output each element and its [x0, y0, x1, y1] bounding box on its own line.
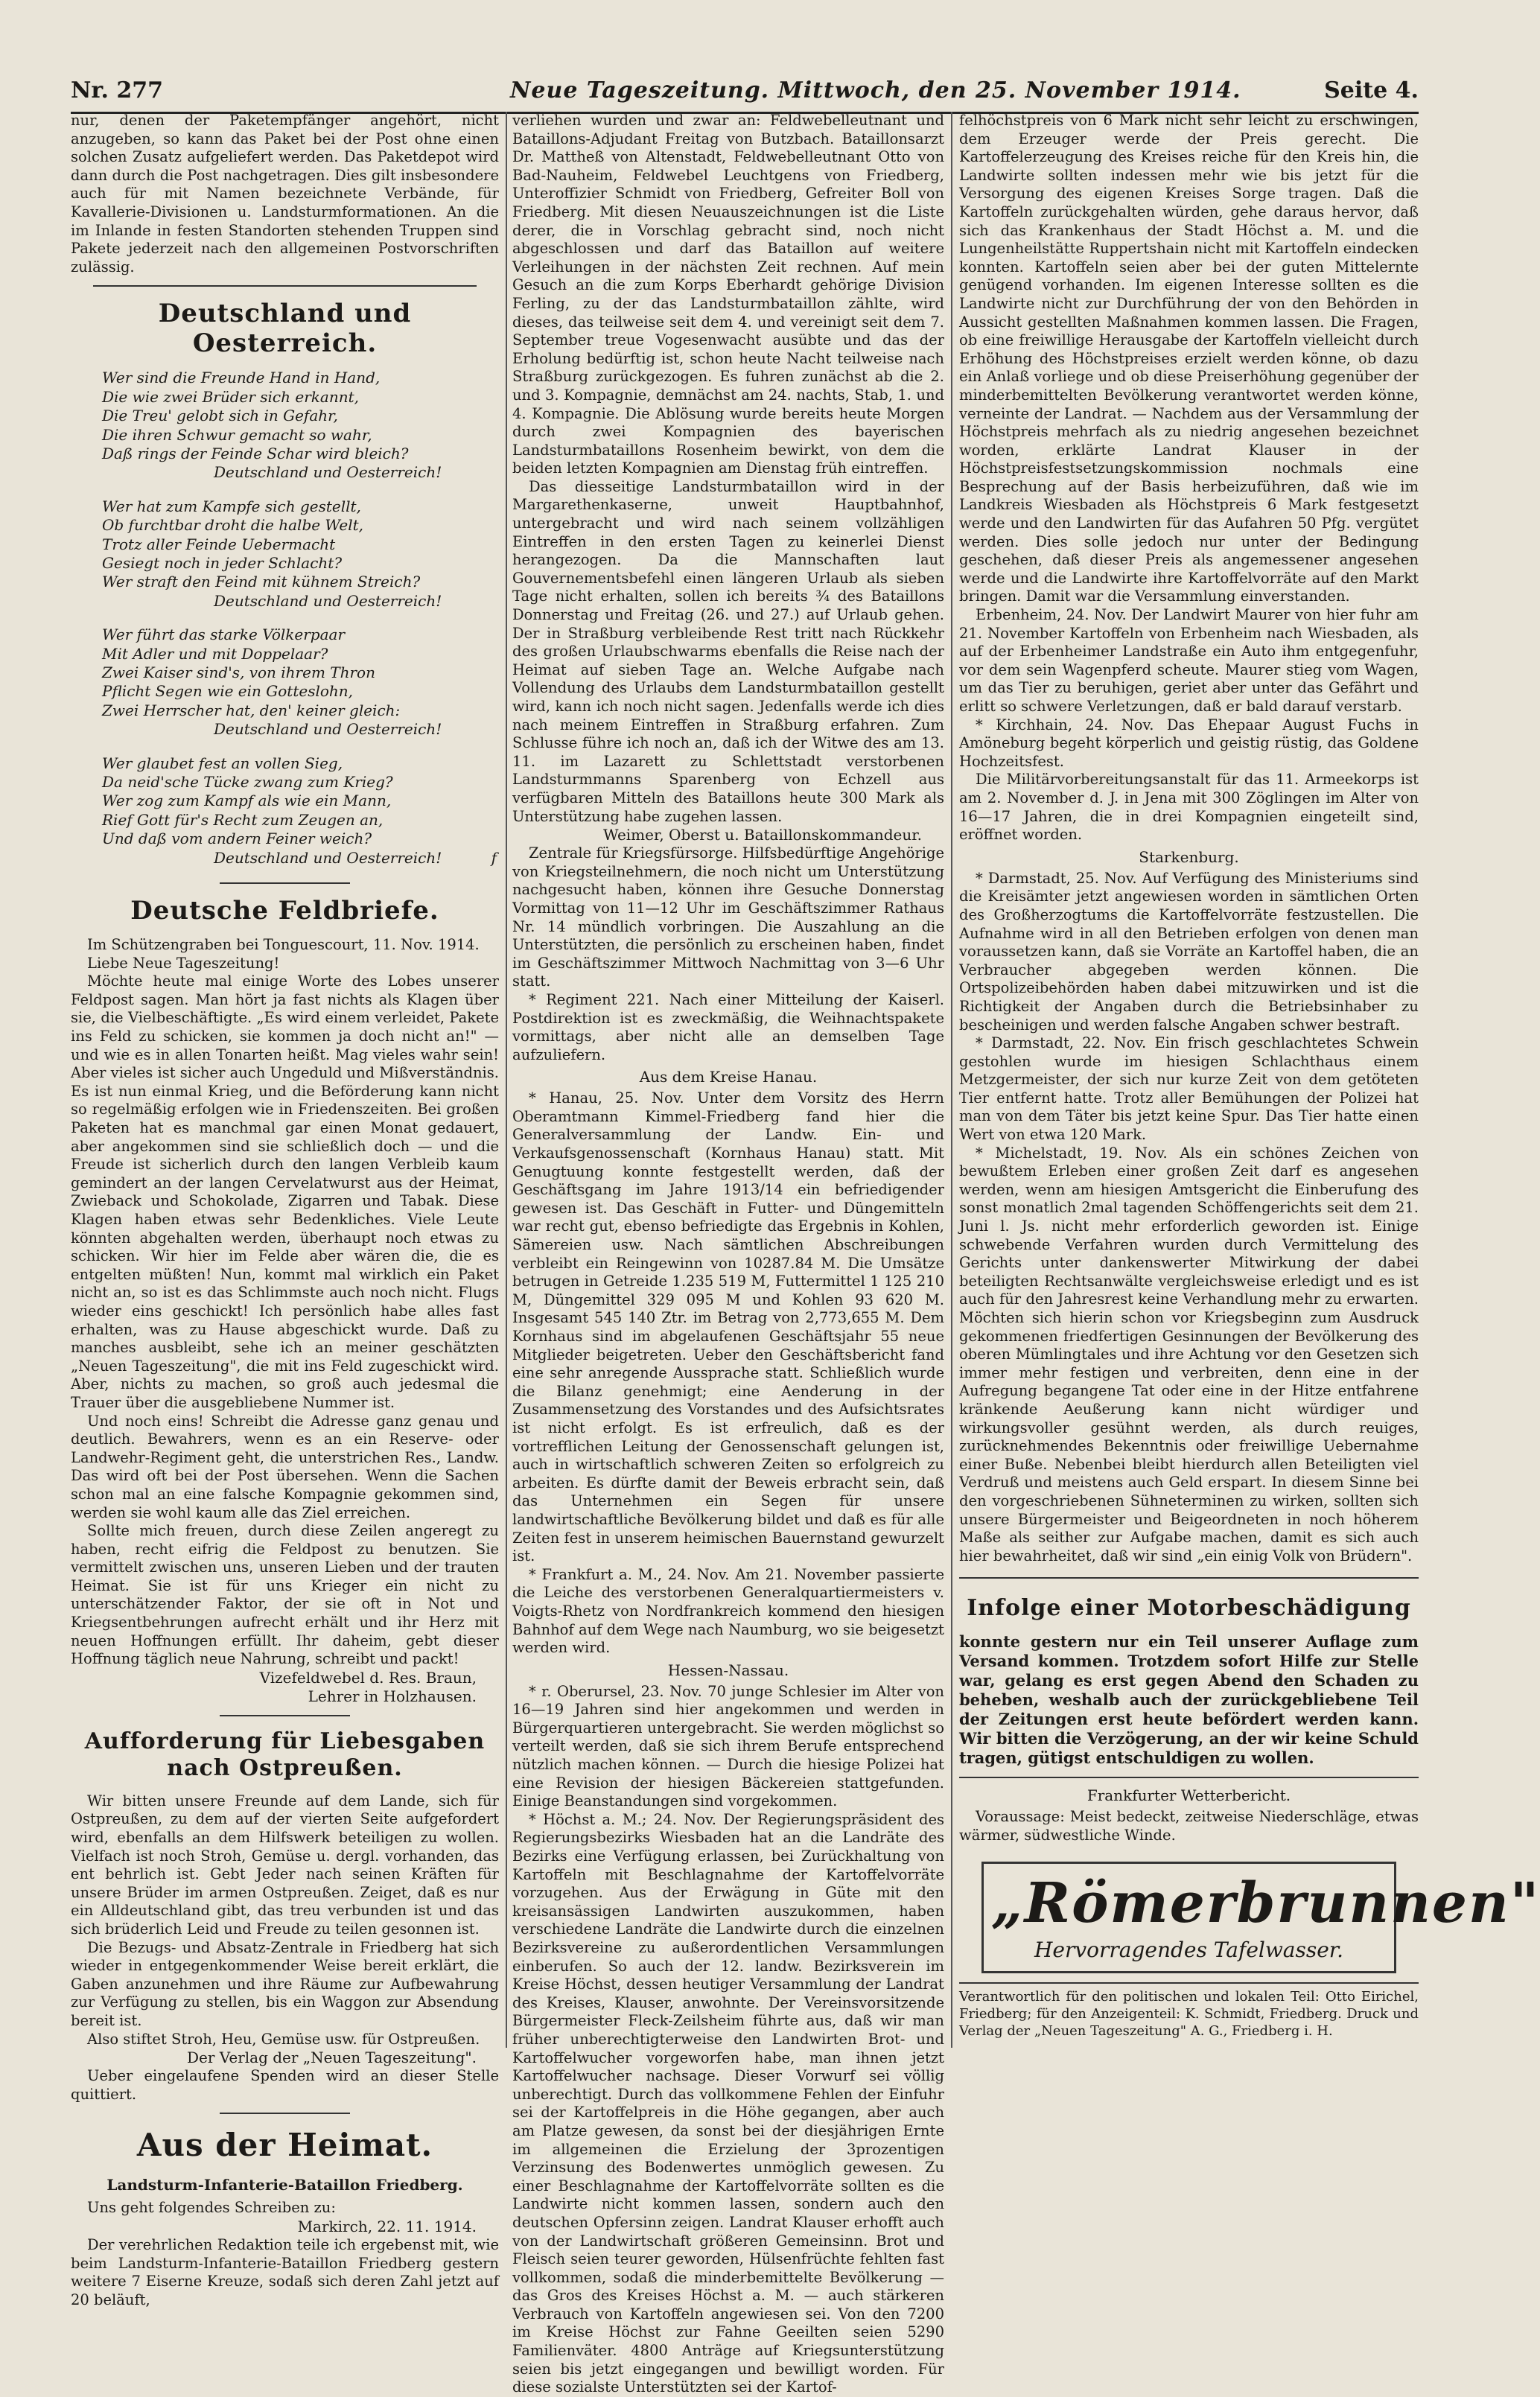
- article-paragraph: * Hanau, 25. Nov. Unter dem Vorsitz des Herrn Oberamtmann Kimmel-Friedberg fand hier die Generalversammlung der Landw. Ein- und Verkaufsgenossenschaft (Kornhaus Hanau) statt. Mit Genugtuung konnte festgestellt werden, daß der Geschäftsgang im Jahre 1913/14 ein befriedigender gewesen ist. Das Geschäft in Futter- und Düngemitteln war recht gut, ebenso befriedigte das Ergebnis in Kohlen, Sämereien usw. Nach sämtlichen Abschreibungen verbleibt ein Reingewinn von 10287.84 M. Die Umsätze betrugen in Getreide 1.235 519 M, Futtermittel 1 125 210 M, Düngemittel 329 095 M und Kohlen 93 620 M. Insgesamt 545 140 Ztr. im Betrag von 2,773,655 M. Dem Kornhaus sind im abgelaufenen Geschäftsjahr 55 neue Mitglieder beigetreten. Ueber den Geschäftsbericht fand eine sehr anregende Aussprache statt. Schließlich wurde die Bilanz genehmigt; eine Aenderung in der Zusammensetzung des Vorstandes und des Aufsichtsrates ist nicht erfolgt. Es ist erfreulich, daß es der vortrefflichen Leitung der Genossenschaft gelungen ist, auch in wirtschaftlich schweren Zeiten so erfolgreich zu arbeiten. Es dürfte damit der Beweis erbracht sein, daß das Unternehmen ein Segen für unsere landwirtschaftliche Bevölkerung bildet und daß es für alle Zeiten fest in unserem heimischen Bauernstand gewurzelt ist.: [512, 1089, 944, 1565]
- notice-box: [959, 1577, 1419, 1778]
- poem-line: Mit Adler und mit Doppelaar?: [102, 644, 328, 663]
- notice-text: konnte gestern nur ein Teil unserer Auflage zum Versand kommen. Trotzdem sofort Hilfe zur Stelle war, gelang es erst gegen Abend den Schaden zu beheben, weshalb auch der zurückgebliebene Teil der Zeitungen erst heute befördert werden kann. Wir bitten die Verzögerung, an der wir keine Schuld tragen, gütigst entschuldigen zu wollen.: [959, 1632, 1419, 1768]
- divider: [220, 882, 350, 884]
- article-paragraph: * r. Oberursel, 23. Nov. 70 junge Schlesier im Alter von 16—19 Jahren sind hier angekommen und werden in Bürgerquartieren untergebracht. Sie werden möglichst so verteilt werden, daß sie sich ihrem Berufe entsprechend nützlich machen können. — Durch die hiesige Polizei hat eine Revision der hiesigen Bäckereien stattgefunden. Einige Beanstandungen sind vorgekommen.: [512, 1682, 944, 1810]
- poem-line: Und daß vom andern Feiner weich?: [102, 830, 372, 848]
- imprint-text: Verantwortlich für den politischen und lokalen Teil: Otto Eirichel, Friedberg; für den Anzeigenteil: K. Schmidt, Friedberg. Druck und Verlag der „Neuen Tageszeitung" A. G., Friedberg i. H.: [959, 1988, 1419, 2039]
- aufforderung-paragraph: Wir bitten unsere Freunde auf dem Lande, sich für Ostpreußen, zu dem auf der vierten Seite aufgefordert wird, ebenfalls an dem Hilfswerk beteiligen zu wollen. Vielfach ist noch Stroh, Gemüse u. dergl. vorhanden, das ent behrlich ist. Gebt Jeder nach seinen Kräften für unsere Brüder im armen Ostpreußen. Zeiget, daß es nur ein Alldeutschland gibt, das treu verbunden ist und das sich brüderlich Leid und Freude zu teilen gesonnen ist.: [71, 1792, 499, 1938]
- article-paragraph: * Darmstadt, 22. Nov. Ein frisch geschlachtetes Schwein gestohlen wurde im hiesigen Schlachthaus einem Metzgermeister, der sich nur kurze Zeit von dem getöteten Tier entfernt hatte. Trotz aller Bemühungen der Polizei hat man von dem Täter bis jetzt keine Spur. Das Tier hatte einen Wert von etwa 120 Mark.: [959, 1034, 1419, 1144]
- section-heading-hessen-nassau: Hessen-Nassau.: [667, 1661, 789, 1679]
- poem-line: Wer führt das starke Völkerpaar: [102, 625, 346, 644]
- poem-line: Wer hat zum Kampfe sich gestellt,: [102, 497, 361, 515]
- poem-line: Gesiegt noch in jeder Schlacht?: [102, 554, 343, 572]
- heimat-paragraph: Der verehrlichen Redaktion teile ich ergebenst mit, wie beim Landsturm-Infanterie-Bataillon Friedberg gestern weitere 7 Eiserne Kreuze, sodaß sich deren Zahl jetzt auf 20 beläuft,: [71, 2235, 499, 2308]
- newspaper-title: Neue Tageszeitung. Mittwoch, den 25. November 1914.: [510, 77, 1241, 104]
- poem-line: Pflicht Segen wie ein Gotteslohn,: [102, 682, 354, 701]
- poem-stanza: [102, 369, 499, 482]
- feldbriefe-dateline: Im Schützengraben bei Tonguescourt, 11. Nov. 1914.: [87, 936, 480, 954]
- feldbriefe-title: Deutsche Feldbriefe.: [130, 896, 439, 926]
- article-paragraph: verliehen wurden und zwar an: Feldwebelleutnant und Bataillons-Adjudant Freitag von Butzbach. Bataillonsarzt Dr. Mattheß von Altenstadt, Feldwebelleutnant Otto von Bad-Nauheim, Feldwebel Leuchtgens von Friedberg, Unteroffizier Schmidt von Friedberg, Gefreiter Boll von Friedberg. Mit diesen Neuauszeichnungen ist die Liste derer, die in Vorschlag gebracht sind, noch nicht abgeschlossen und darf das Bataillon auf weitere Verleihungen in der nächsten Zeit rechnen. Auf mein Gesuch an die zum Korps Eberhardt gehörige Division Ferling, zu der das Landsturmbataillon zählte, wird dieses, das teilweise seit dem 4. und vereinigt seit dem 7. September treue Vogesenwacht ausübte und das der Erholung bedürftig ist, schon heute Nacht teilweise nach Straßburg zurückgezogen. Es fuhren zunächst ab die 2. und 3. Kompagnie, demnächst am 24. nachts, Stab, 1. und 4. Kompagnie. Die Ablösung wurde bereits heute Morgen durch zwei Kompagnien des bayerischen Landsturmbataillons Rosenheim bewirkt, von dem die beiden letzten Kompagnien am Dienstag früh eintreffen.: [512, 112, 944, 477]
- weather-report: [959, 1786, 1419, 1844]
- feldbriefe-paragraph: Sollte mich freuen, durch diese Zeilen angeregt zu haben, recht eifrig die Feldpost zu benutzen. Sie vermittelt zwischen uns, unseren Lieben und der trauten Heimat. Sie ist für uns Krieger ein nicht zu unterschätzender Faktor, der sie oft in Not und Kriegsentbehrungen aufrecht erhält und ihr Herz mit neuen Hoffnungen erfüllt. Ihr daheim, gebt dieser Hoffnung täglich neue Nahrung, schreibt und packt!: [71, 1522, 499, 1668]
- feldbriefe-signature-title: Lehrer in Holzhausen.: [308, 1687, 477, 1705]
- article-signature: Weimer, Oberst u. Bataillonskommandeur.: [603, 826, 922, 844]
- poem-line: Daß rings der Feinde Schar wird bleich?: [102, 444, 409, 462]
- section-heading-starkenburg: Starkenburg.: [1139, 847, 1239, 866]
- poem-stanza: [102, 754, 499, 868]
- weather-heading: Frankfurter Wetterbericht.: [1086, 1786, 1291, 1805]
- column-3: [959, 112, 1540, 2051]
- article-paragraph: * Kirchhain, 24. Nov. Das Ehepaar August Fuchs in Amöneburg begeht körperlich und geistig rüstig, das Goldene Hochzeitsfest.: [959, 716, 1419, 770]
- divider: [93, 285, 477, 287]
- poem-refrain: Deutschland und Oesterreich!: [214, 463, 442, 482]
- aufforderung-paragraph: Also stiftet Stroh, Heu, Gemüse usw. für Ostpreußen.: [87, 2030, 480, 2048]
- masthead: [71, 74, 1419, 114]
- aufforderung-paragraph: Die Bezugs- und Absatz-Zentrale in Friedberg hat sich wieder in entgegenkommender Weise bereit erklärt, die Gaben anzunehmen und ihre Räume zur Aufbewahrung zur Verfügung zu stellen, bis ein Waggon zur Absendung bereit ist.: [71, 1938, 499, 2029]
- poem: [102, 369, 499, 868]
- aufforderung-signature: Der Verlag der „Neuen Tageszeitung".: [186, 2049, 477, 2067]
- advertisement-roemerbrunnen: [981, 1862, 1540, 1973]
- advertisement-tagline: Hervorragendes Tafelwasser.: [1034, 1937, 1344, 1962]
- poem-line: Zwei Kaiser sind's, von ihrem Thron: [102, 663, 375, 682]
- poem-line: Die ihren Schwur gemacht so wahr,: [102, 425, 372, 444]
- aufforderung-paragraph: Ueber eingelaufene Spenden wird an dieser Stelle quittiert.: [71, 2067, 499, 2103]
- article-paragraph: felhöchstpreis von 6 Mark nicht sehr leicht zu erschwingen, dem Erzeuger werde der Preis gerecht. Die Kartoffelerzeugung des Kreises reiche für den Kreis hin, die Landwirte sollten indessen mehr wie bis jetzt für die Versorgung des eigenen Kreises Sorge tragen. Daß die Kartoffeln zurückgehalten würden, gehe daraus hervor, daß sich das Krankenhaus der Stadt Höchst a. M. und die Lungenheilstätte Ruppertshain nicht mit Kartoffeln eindecken konnten. Kartoffeln seien aber bei der guten Mittelernte genügend vorhanden. Im eigenen Interesse sollten es die Landwirte nicht zur Durchführung der von den Behörden in Aussicht gestellten Maßnahmen kommen lassen. Die Fragen, ob eine freiwillige Herausgabe der Kartoffeln vielleicht durch Erhöhung des Höchstpreises erzielt werden könne, ob dazu ein Anlaß vorliege und ob diese Preiserhöhung gegenüber der minderbemittelten Bevölkerung verantwortet werden könne, verneinte der Landrat. — Nachdem aus der Versammlung der Höchstpreis mehrfach als zu niedrig angesehen bezeichnet worden, erklärte Landrat Klauser in der Höchstpreisfestsetzungskommission nochmals eine Besprechung auf der Basis herbeizuführen, daß wie im Landkreis Wiesbaden als Höchstpreis 6 Mark festgesetzt werde und den Landwirten für das Aufahren 50 Pfg. vergütet werden. Dies solle jedoch nur unter der Bedingung geschehen, daß dieser Preis als angemessener angesehen werde und die Landwirte ihre Kartoffelvorräte auf den Markt bringen. Damit war die Versammlung einverstanden.: [959, 112, 1419, 605]
- poem-line: Da neid'sche Tücke zwang zum Krieg?: [102, 773, 393, 792]
- poem-stanza: [102, 625, 499, 739]
- article-paragraph: Zentrale für Kriegsfürsorge. Hilfsbedürftige Angehörige von Kriegsteilnehmern, die noch nicht um Unterstützung nachgesucht haben, können ihre Gesuche Donnerstag Vormittag von 11—12 Uhr im Geschäftszimmer Rathaus Nr. 14 mündlich vorbringen. Die Auszahlung an die Unterstützten, die persönlich zu erscheinen haben, findet im Geschäftszimmer Mittwoch Nachmittag von 3—6 Uhr statt.: [512, 844, 944, 990]
- divider: [220, 2113, 350, 2114]
- feldbriefe-signature: Vizefeldwebel d. Res. Braun,: [259, 1668, 477, 1687]
- poem-line: Trotz aller Feinde Uebermacht: [102, 535, 336, 553]
- article-paragraph: * Darmstadt, 25. Nov. Auf Verfügung des Ministeriums sind die Kreisämter jetzt angewiesen worden in sämtlichen Orten des Großherzogtums die Kartoffelvorräte festzustellen. Die Aufnahme wird in all den Betrieben erfolgen von denen man voraussetzen kann, daß sie Vorräte an Kartoffel haben, die an Verbraucher abgegeben werden können. Die Ortspolizeibehörden haben dabei mitzuwirken und ist die Richtigkeit der Angaben durch die Betriebsinhaber zu bescheinigen und werden falsche Angaben schwer bestraft.: [959, 869, 1419, 1034]
- notice-title: Infolge einer Motorbeschädigung: [967, 1595, 1411, 1622]
- article-paragraph: * Höchst a. M.; 24. Nov. Der Regierungspräsident des Regierungsbezirks Wiesbaden hat an die Landräte des Bezirks eine Verfügung erlassen, bei Zurückhaltung von Kartoffeln mit Beschlagnahme der Kartoffelvorräte vorzugehen. Aus der Erwägung in Güte mit den kreisansässigen Landwirten auszukommen, haben verschiedene Landräte die Landwirte durch die einzelnen Bezirksvereine zu außerordentlichen Versammlungen einberufen. So auch der 12. landw. Bezirksverein im Kreise Höchst, dessen heutiger Versammlung der Landrat des Kreises, Klauser, anwohnte. Der Vereinsvorsitzende Bürgermeister Fleck-Zeilsheim führte aus, daß wir man früher unberechtigterweise den Landwirten Brot- und Kartoffelwucher vorgeworfen habe, man ihnen jetzt Kartoffelwucher nachsage. Dieser Vorwurf sei völlig unberechtigt. Durch das vollkommene Fehlen der Einfuhr sei der Kartoffelpreis in die Höhe gegangen, aber auch am Platze gewesen, da sonst bei der diesjährigen Ernte im allgemeinen die Erzielung der 3prozentigen Verzinsung des Bodenwertes unmöglich gewesen. Zu einer Beschlagnahme der Kartoffelvorräte sollten es die Landwirte nicht kommen lassen, sondern auch den deutschen Opfersinn zeigen. Landrat Klauser erhofft auch von der Landwirtschaft größeren Gemeinsinn. Brot und Fleisch seien teurer geworden, Hülsenfrüchte fehlten fast vollkommen, sodaß die minderbemittelte Bevölkerung — das Gros des Kreises Höchst a. M. — auch stärkeren Verbrauch von Kartoffeln angewiesen sei. Von den 7200 im Kreise Höchst zur Fahne Geeilten seien 5290 Familienväter. 4800 Anträge auf Kriegsunterstützung seien bis jetzt eingegangen und bewilligt worden. Für diese sozialste Unterstützten sei der Kartof-: [512, 1810, 944, 2396]
- poem-refrain: [102, 849, 499, 868]
- column-2: [512, 112, 944, 2396]
- poem-title: Deutschland und Oesterreich.: [158, 299, 412, 359]
- poem-line: Zwei Herrscher hat, den' keiner gleich:: [102, 701, 401, 719]
- poem-refrain: Deutschland und Oesterreich!: [214, 720, 442, 739]
- heimat-subtitle: Landsturm-Infanterie-Bataillon Friedberg.: [106, 2176, 463, 2194]
- article-paragraph: * Frankfurt a. M., 24. Nov. Am 21. November passierte die Leiche des verstorbenen Generalquartiermeisters v. Voigts-Rhetz von Nordfrankreich kommend den hiesigen Bahnhof auf dem Wege nach Naumburg, wo sie beigesetzt werden wird.: [512, 1565, 944, 1657]
- poem-line: Wer zog zum Kampf als wie ein Mann,: [102, 792, 392, 810]
- heimat-paragraph: Uns geht folgendes Schreiben zu:: [87, 2199, 336, 2217]
- imprint: [959, 1982, 1419, 2040]
- divider: [220, 1715, 350, 1716]
- poem-line: Die wie zwei Brüder sich erkannt,: [102, 387, 359, 406]
- article-paragraph: * Michelstadt, 19. Nov. Als ein schönes Zeichen von bewußtem Erleben einer großen Zeit darf es angesehen werden, wenn am hiesigen Amtsgericht die Einberufung des sonst monatlich 2mal tagenden Schöffengerichts seit dem 21. Juni l. Js. nicht mehr erforderlich geworden ist. Einige schwebende Verfahren wurden durch Vermittelung des Gerichts unter dankenswerter Mitwirkung der dabei beteiligten Rechtsanwälte vergleichsweise erledigt und es ist auch für den Jahresrest keine Verhandlung mehr zu erwarten. Möchten sich hierin schon vor Kriegsbeginn zum Ausdruck gekommenen friedfertigen Gesinnungen der Bevölkerung des oberen Mümlingtales und ihre Achtung vor den Gesetzen sich immer mehr festigen und verbreiten, denn eine in der Aufregung begangene Tat oder eine in der Hitze entfahrene kränkende Aeußerung kann nicht würdiger und wirkungsvoller gesühnt werden, als durch reuiges, zurücknehmendes Bekenntnis oder freiwillige Uebernahme einer Buße. Nebenbei bleibt hierdurch allen Beteiligten viel Verdruß und meistens auch Geld erspart. In diesem Sinne bei den vorgeschriebenen Sühneterminen zu wirken, sollten sich unsere Bürgermeister und Beigeordneten in noch höherem Maße als seither zur Aufgabe machen, damit es sich auch hier bewahrheitet, daß wir sind „ein einig Volk von Brüdern".: [959, 1144, 1419, 1564]
- poem-line: Wer sind die Freunde Hand in Hand,: [102, 369, 381, 387]
- advertisement-brand: „Römerbrunnen": [991, 1871, 1540, 1935]
- intro-paragraph: nur, denen der Paketempfänger angehört, nicht anzugeben, so kann das Paket bei der Post ohne einen solchen Zusatz aufgeliefert werden. Das Paketdepot wird dann durch die Post nachgetragen. Dies gilt insbesondere auch für mit Namen bezeichnete Verbände, für Kavallerie-Divisionen u. Landsturmformationen. An die im Inlande in festen Standorten stehenden Truppen sind Pakete jederzeit nach den allgemeinen Postvorschriften zulässig.: [71, 112, 499, 276]
- page-number: Seite 4.: [1324, 77, 1419, 104]
- poem-stanza: [102, 497, 499, 611]
- section-heading-hanau: Aus dem Kreise Hanau.: [639, 1068, 818, 1086]
- feldbriefe-salutation: Liebe Neue Tageszeitung!: [87, 954, 280, 972]
- article-paragraph: Erbenheim, 24. Nov. Der Landwirt Maurer von hier fuhr am 21. November Kartoffeln von Erbenheim nach Wiesbaden, als auf der Erbenheimer Landstraße ein Auto ihm entgegenfuhr, vor dem sein Wagenpferd scheute. Maurer stieg vom Wagen, um das Tier zu beruhigen, geriet aber unter das Gefährt und erlitt so schwere Verletzungen, daß er bald darauf verstarb.: [959, 606, 1419, 715]
- poem-line: Die Treu' gelobt sich in Gefahr,: [102, 407, 338, 425]
- poem-line: Wer glaubet fest an vollen Sieg,: [102, 754, 343, 772]
- poem-refrain: Deutschland und Oesterreich!: [214, 591, 442, 610]
- poem-line: Ob furchtbar droht die halbe Welt,: [102, 516, 363, 535]
- article-paragraph: Das diesseitige Landsturmbataillon wird in der Margarethenkaserne, unweit Hauptbahnhof, untergebracht und wird nach seinem vollzähligen Eintreffen in den ersten Tagen zu keinerlei Dienst herangezogen. Da die Mannschaften laut Gouvernementsbefehl einen längeren Urlaub als sieben Tage nicht erhalten, sollen ich bereits ¾ des Bataillons Donnerstag und Freitag (26. und 27.) auf Urlaub gehen. Der in Straßburg verbleibende Rest tritt nach Rückkehr des großen Urlaubschwarms ebenfalls die Reise nach der Heimat auf sieben Tage an. Welche Aufgabe nach Vollendung des Urlaubs dem Landsturmbataillon gestellt wird, kann ich noch nicht sagen. Jedenfalls werde ich dies nach meinem Eintreffen in Straßburg erfahren. Zum Schlusse führe ich noch an, daß ich der Witwe des am 13. 11. im Lazarett zu Schlettstadt verstorbenen Landsturmmanns Sparenberg von Echzell aus verfügbaren Mitteln des Bataillons heute 300 Mark als Unterstützung habe zugehen lassen.: [512, 477, 944, 825]
- feldbriefe-paragraph: Möchte heute mal einige Worte des Lobes unserer Feldpost sagen. Man hört ja fast nichts als Klagen über sie, die Vielbeschäftigte. „Es wird einem verleidet, Pakete ins Feld zu schicken, sie kommen ja doch nicht an!" — und wie es in allen Tonarten heißt. Mag vieles wahr sein! Aber vieles ist sicher auch Ungeduld und Mißverständnis. Es ist nun einmal Krieg, und die Beförderung kann nicht so regelmäßig erfolgen wie in Friedenszeiten. Bei großen Paketen hat es manchmal gar einen Monat gedauert, aber angekommen sind sie schließlich doch — und die Freude ist sicherlich durch den langen Verbleib kaum gemindert an der langen Cervelatwurst aus der Heimat, Zwieback und Schokolade, Zigarren und Tabak. Diese Klagen haben etwas sehr Bedenkliches. Viele Leute könnten abgehalten werden, überhaupt noch etwas zu schicken. Wir hier im Felde aber wären die, die es entgelten müßten! Nun, kommt mal wirklich ein Paket nicht an, so ist es das Schlimmste auch noch nicht. Flugs wieder eins geschickt! Ich persönlich habe alles fast erhalten, was zu Hause abgeschickt wurde. Daß zu manches ausbleibt, sehe ich an meiner geschätzten „Neuen Tageszeitung", die mit ins Feld zugeschickt wird. Aber, nichts zu machen, so groß auch jedesmal die Trauer über die ausgebliebene Nummer ist.: [71, 973, 499, 1411]
- article-paragraph: * Regiment 221. Nach einer Mitteilung der Kaiserl. Postdirektion ist es zweckmäßig, die Weihnachtspakete vormittags, aber nicht alle an demselben Tage aufzuliefern.: [512, 990, 944, 1063]
- issue-number: Nr. 277: [71, 77, 163, 104]
- weather-text: Voraussage: Meist bedeckt, zeitweise Niederschläge, etwas wärmer, südwestliche Winde.: [959, 1808, 1419, 1844]
- article-paragraph: Die Militärvorbereitungsanstalt für das 11. Armeekorps ist am 2. November d. J. in Jena mit 300 Zöglingen im Alter von 16—17 Jahren, die in drei Kompagnien eingeteilt sind, eröffnet worden.: [959, 771, 1419, 844]
- poem-line: Rief Gott für's Recht zum Zeugen an,: [102, 810, 384, 829]
- heimat-title: Aus der Heimat.: [136, 2127, 433, 2164]
- column-1: [71, 112, 499, 2308]
- poem-line: Wer straft den Feind mit kühnem Streich?: [102, 573, 421, 591]
- poem-refrain-text: Deutschland und Oesterreich!: [214, 848, 442, 867]
- aufforderung-title: Aufforderung für Liebesgaben nach Ostpreußen.: [84, 1728, 486, 1781]
- column-divider: [506, 112, 507, 2048]
- feldbriefe-paragraph: Und noch eins! Schreibt die Adresse ganz genau und deutlich. Bewahrers, wenn es an ein Reserve- oder Landwehr-Regiment geht, die unterstrichen Res., Landw. Das wird oft bei der Post übersehen. Wenn die Sachen schon mal an eine falsche Kompagnie gekommen sind, werden sie wohl kaum alle das Ziel erreichen.: [71, 1412, 499, 1521]
- column-divider: [951, 112, 952, 2048]
- heimat-dateline: Markirch, 22. 11. 1914.: [297, 2217, 477, 2235]
- poem-signature-mark: f: [491, 848, 497, 867]
